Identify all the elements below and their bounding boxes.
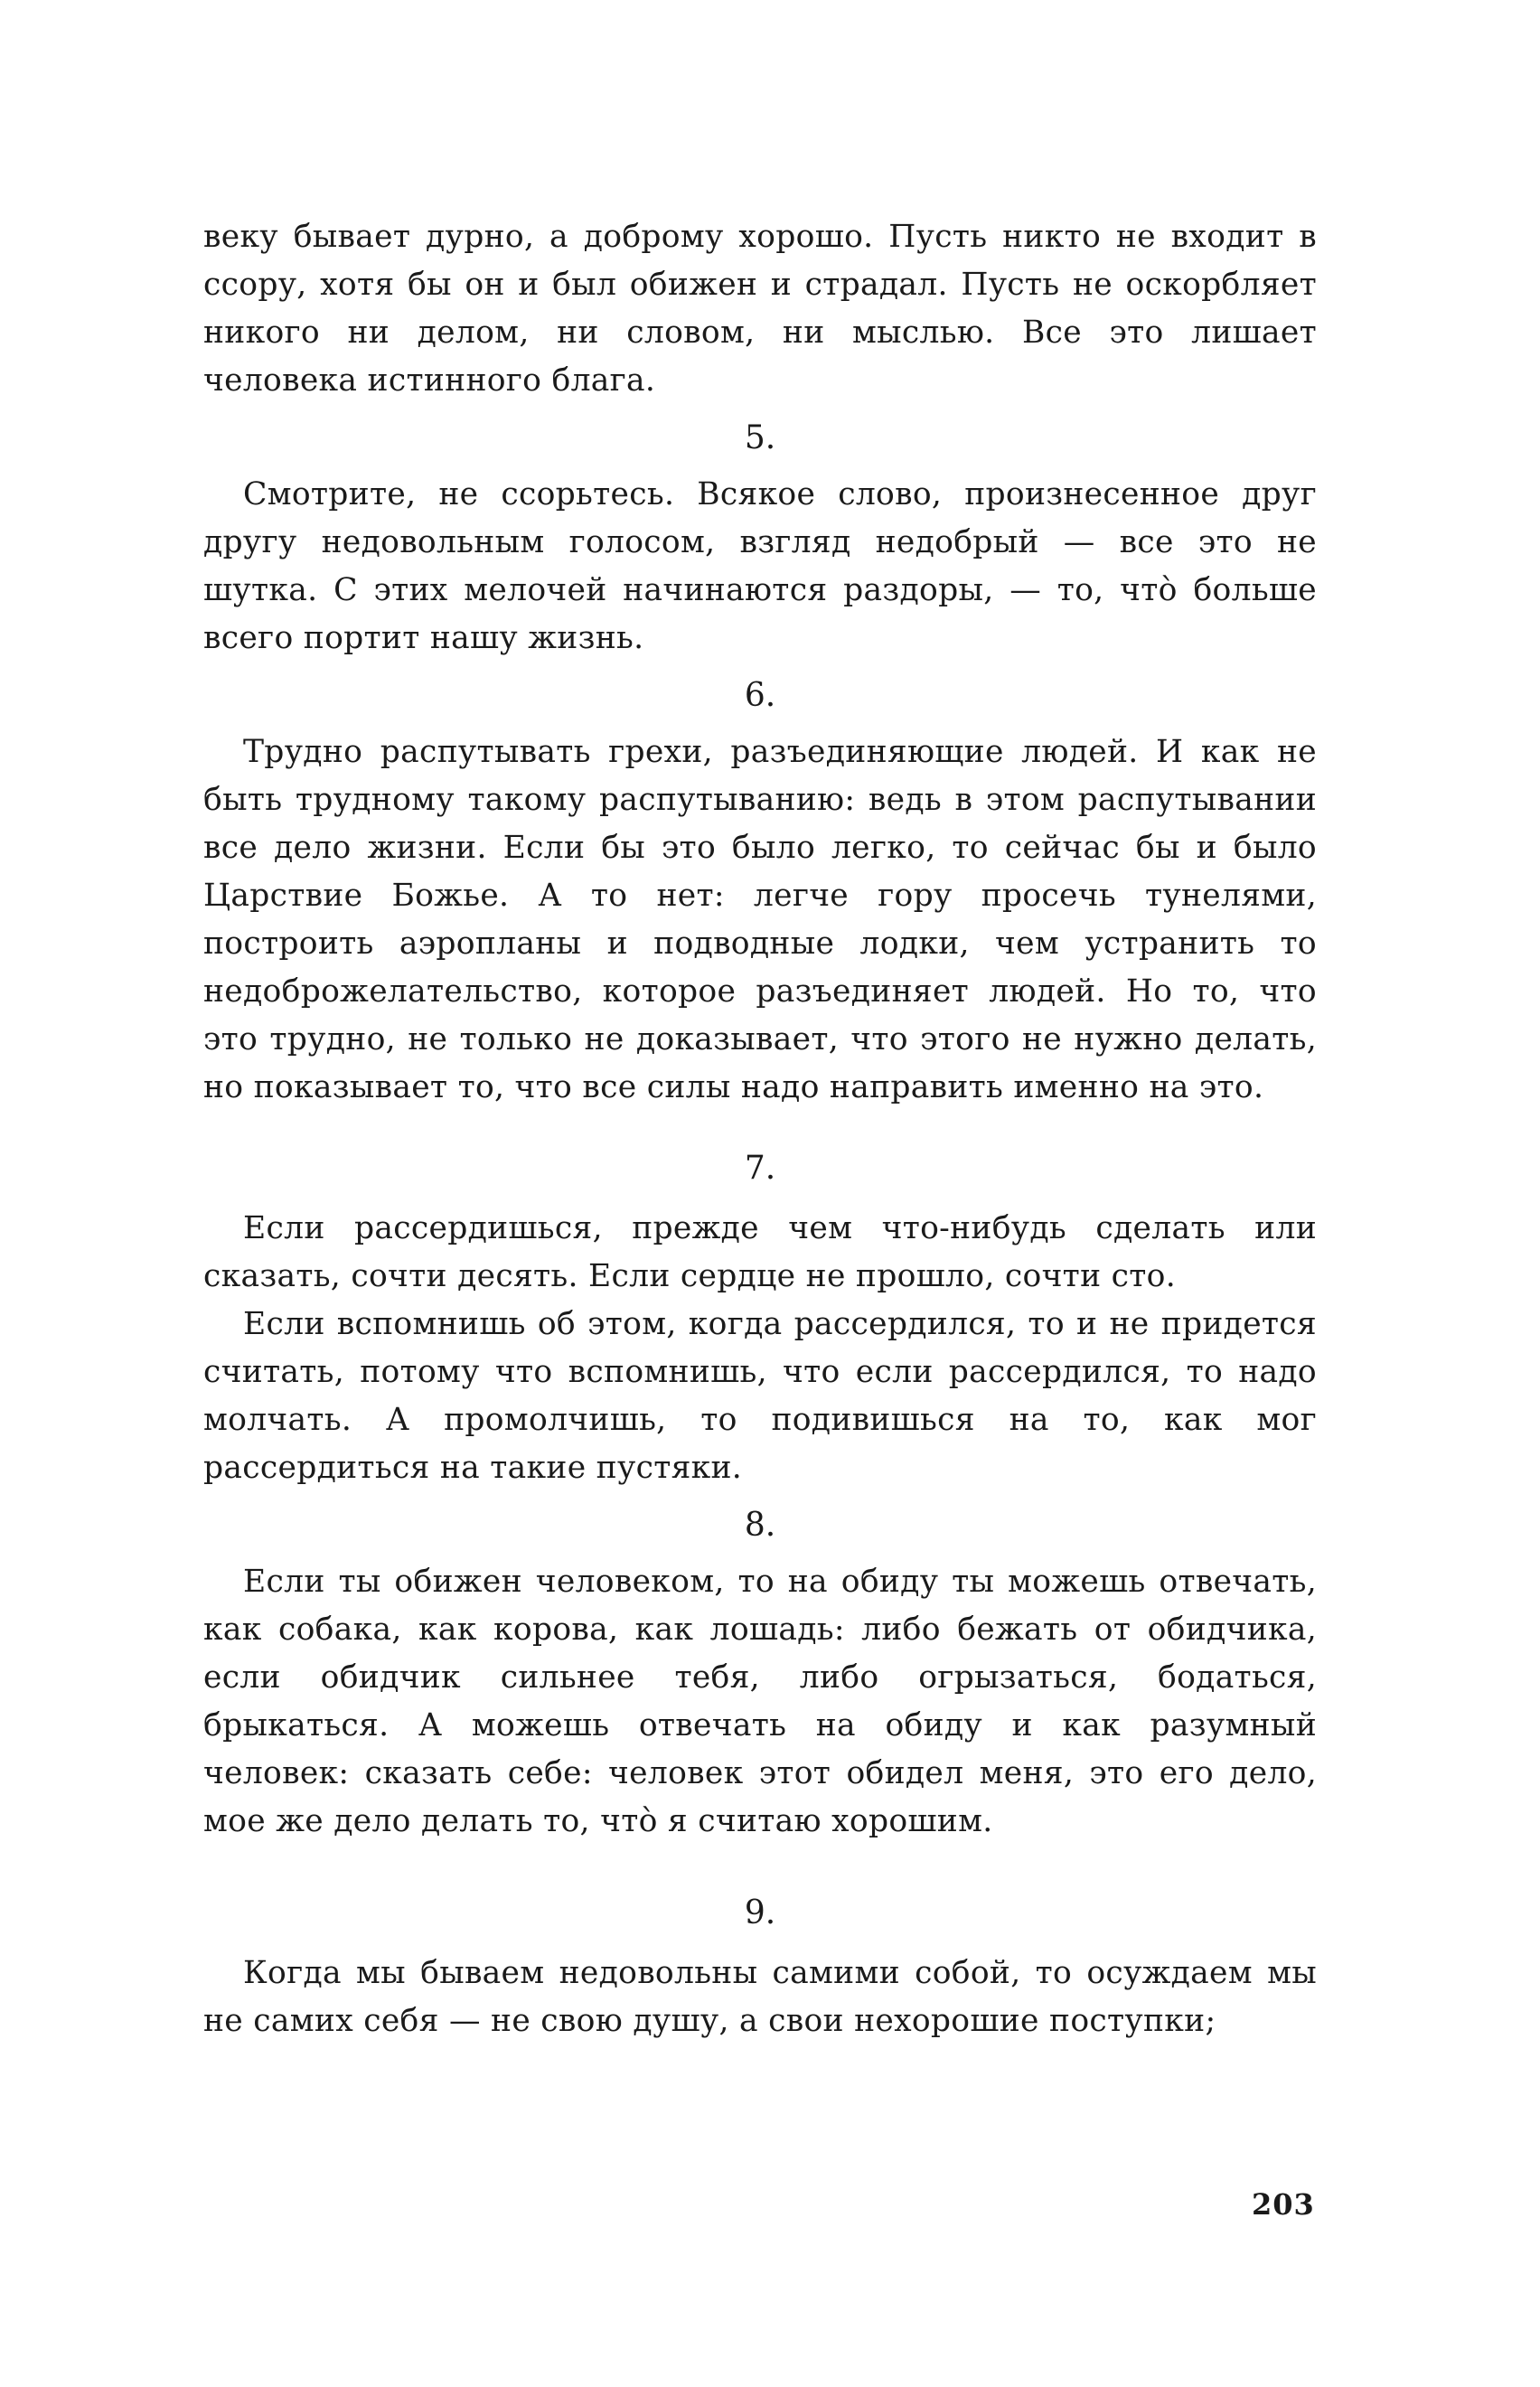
page-body — [203, 213, 1317, 2045]
section-9-paragraph-1: Когда мы бываем недовольны самими собой, то осуждаем мы не самих себя — не свою душу, а свои нехорошие поступки; — [203, 1955, 1317, 2039]
intro-paragraph: веку бывает дурно, а доброму хорошо. Пусть никто не входит в ссору, хотя бы он и был обижен и страдал. Пусть не оскорбляет никого ни делом, ни словом, ни мыслью. Все это лишает человека истинного блага. — [203, 219, 1317, 399]
section-number-5: 5. — [744, 419, 776, 456]
section-5-paragraph-1: Смотрите, не ссорьтесь. Всякое слово, произнесенное друг другу недовольным голосом, взгляд недобрый — все это не шутка. С этих мелочей начинаются раздоры, — то, что̀ больше всего портит нашу жизнь. — [203, 476, 1317, 656]
section-6-paragraph-1: Трудно распутывать грехи, разъединяющие людей. И как не быть трудному такому распутыванию: ведь в этом распутывании все дело жизни. Если бы это было легко, то сейчас бы и было Царствие Божье. А то нет: легче гору просечь тунелями, построить аэропланы и подводные лодки, чем устранить то недоброжелательство, которое разъединяет людей. Но то, что это трудно, не только не доказывает, что этого не нужно делать, но показывает то, что все силы надо направить именно на это. — [203, 734, 1317, 1105]
section-number-7: 7. — [744, 1150, 776, 1187]
section-7-paragraph-2: Если вспомнишь об этом, когда рассердился, то и не придется считать, потому что вспомнишь, что если рассердился, то надо молчать. А промолчишь, то подивишься на то, как мог рассердиться на такие пустяки. — [203, 1306, 1317, 1486]
section-8-paragraph-1: Если ты обижен человеком, то на обиду ты можешь отвечать, как собака, как корова, как лошадь: либо бежать от обидчика, если обидчик сильнее тебя, либо огрызаться, бодаться, брыкаться. А можешь отвечать на обиду и как разумный человек: сказать себе: человек этот обидел меня, это его дело, мое же дело делать то, что̀ я считаю хорошим. — [203, 1564, 1317, 1839]
section-number-9: 9. — [744, 1894, 776, 1931]
page-number: 203 — [1252, 2187, 1315, 2222]
section-7-paragraph-1: Если рассердишься, прежде чем что-нибудь сделать или сказать, сочти десять. Если сердце не прошло, сочти сто. — [203, 1210, 1317, 1294]
section-number-8: 8. — [744, 1507, 776, 1544]
section-number-6: 6. — [744, 677, 776, 714]
